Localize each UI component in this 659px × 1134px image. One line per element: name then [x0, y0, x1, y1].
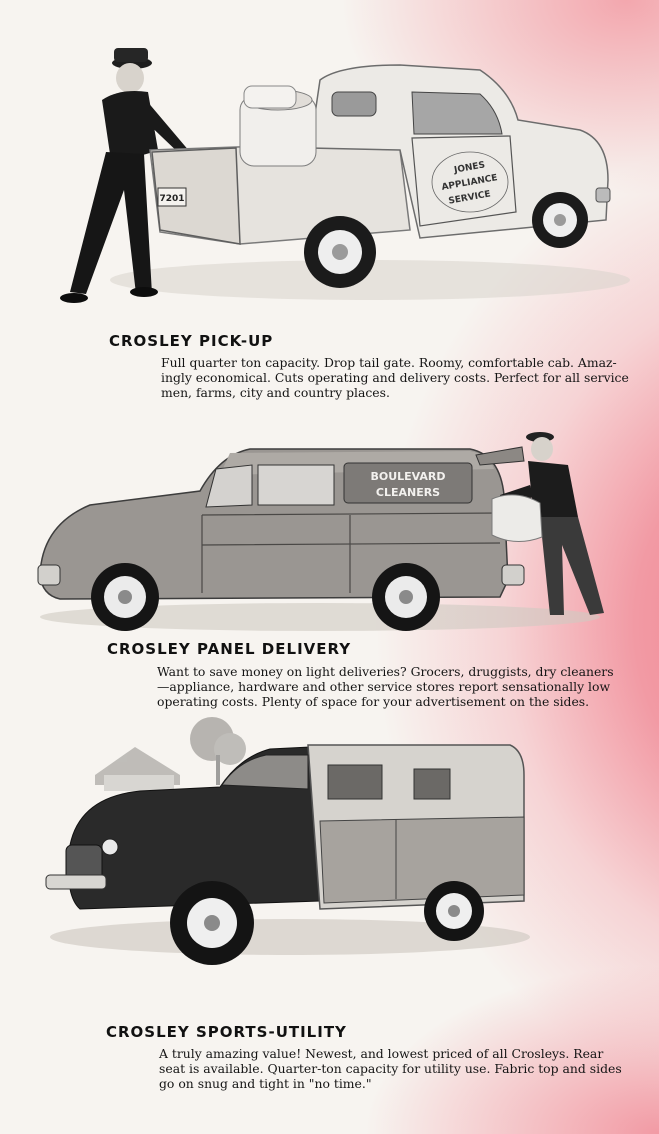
panel-text-line: —appliance, hardware and other service stores report sensationally low	[157, 679, 611, 694]
panel-delivery-illustration	[30, 425, 630, 635]
pickup-license-plate: 7201	[159, 194, 185, 204]
pickup-photo	[40, 30, 630, 320]
panel-sign-line-1: BOULEVARD	[370, 470, 446, 483]
panel-text-line: operating costs. Plenty of space for your advertisement on the sides.	[157, 694, 590, 709]
pickup-door-lettering-3: SERVICE	[447, 189, 492, 207]
pickup-truck	[150, 65, 610, 288]
pickup-door-lettering-2: APPLIANCE	[440, 173, 499, 193]
panel-delivery-photo	[30, 425, 630, 635]
sports-utility-illustration	[40, 705, 560, 975]
pickup-text-line: Full quarter ton capacity. Drop tail gate. Roomy, comfortable cab. Amaz-	[161, 355, 617, 370]
pickup-door-lettering-1: JONES	[453, 160, 486, 176]
section-body-sports-utility	[159, 1046, 622, 1091]
section-heading-pickup: CROSLEY PICK-UP	[109, 332, 274, 350]
sports-utility-photo	[40, 705, 560, 975]
section-heading-sports-utility: CROSLEY SPORTS-UTILITY	[106, 1023, 347, 1041]
pickup-text-line: ingly economical. Cuts operating and delivery costs. Perfect for all service	[161, 370, 629, 385]
section-heading-panel-delivery: CROSLEY PANEL DELIVERY	[107, 640, 352, 658]
panel-sign-line-2: CLEANERS	[375, 486, 441, 499]
panel-text-line: Want to save money on light deliveries? Grocers, druggists, dry cleaners	[157, 664, 614, 679]
sports-utility-text-line: go on snug and tight in "no time."	[159, 1076, 372, 1091]
pickup-text-line: men, farms, city and country places.	[161, 385, 390, 400]
sports-utility-text-line: A truly amazing value! Newest, and lowest priced of all Crosleys. Rear	[159, 1046, 604, 1061]
section-body-panel-delivery	[157, 664, 614, 709]
section-body-pickup	[161, 355, 629, 400]
pickup-illustration	[40, 30, 630, 320]
background-house	[95, 717, 246, 791]
sports-utility-text-line: seat is available. Quarter-ton capacity for utility use. Fabric top and sides	[159, 1061, 622, 1076]
